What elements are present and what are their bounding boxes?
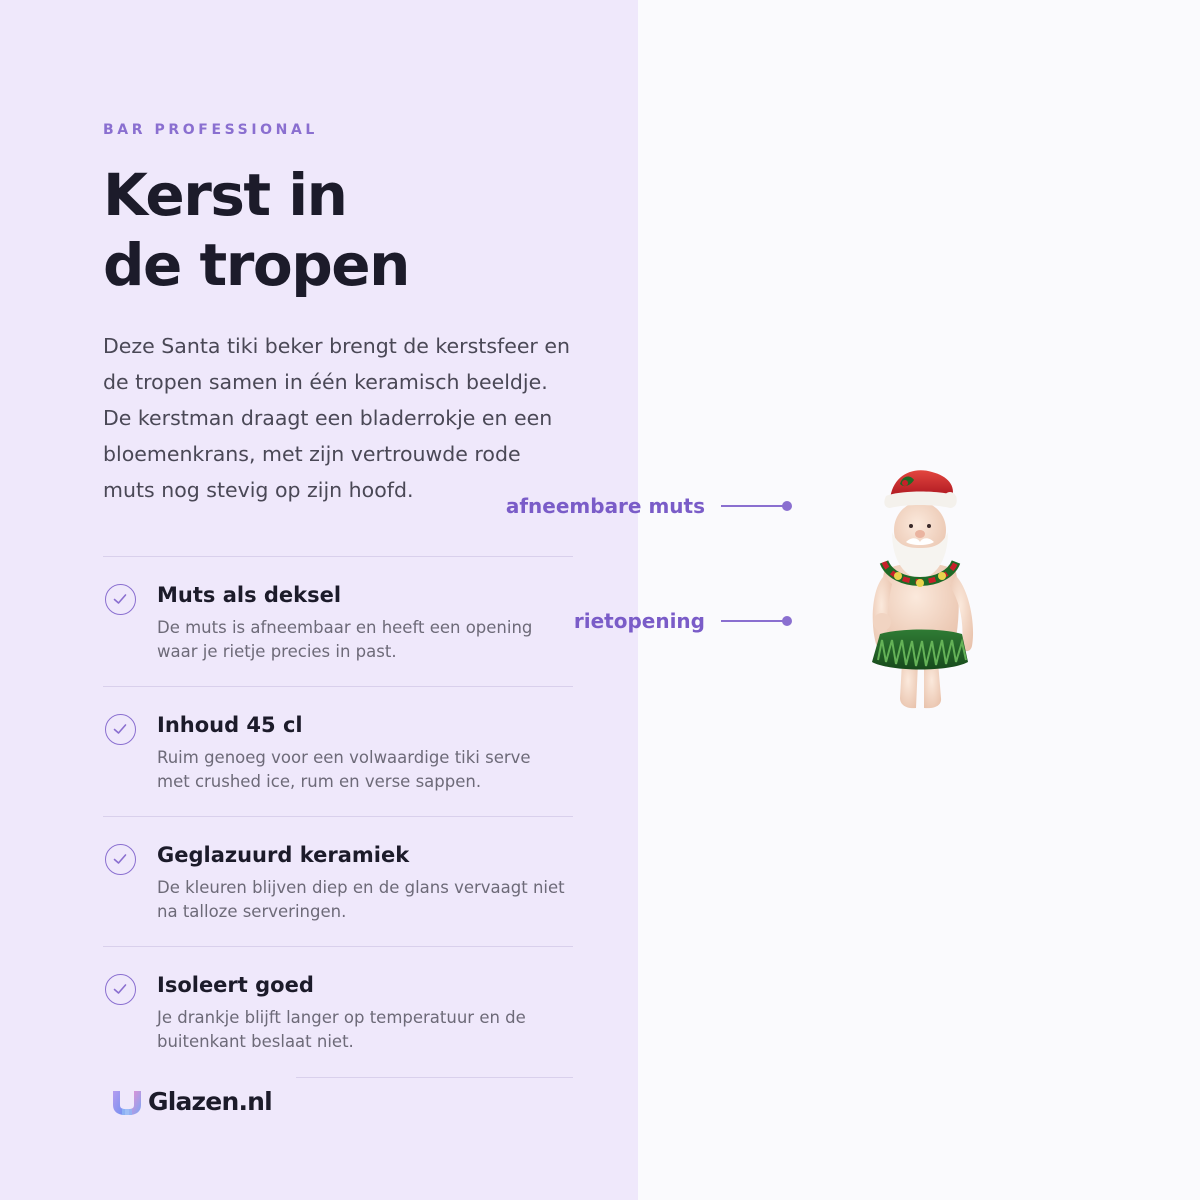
callout-straw-label: rietopening [573,609,705,633]
feature-description: De muts is afneembaar en heeft een opening waar je rietje precies in past. [157,618,533,661]
callout-hat [506,494,792,518]
feature-title: Geglazuurd keramiek [157,843,410,867]
page-title-line-2: de tropen [103,231,409,299]
callout-straw [574,609,792,633]
check-circle-icon [105,714,136,745]
eyebrow-label: BAR PROFESSIONAL [103,122,318,138]
feature-title: Isoleert goed [157,973,314,997]
feature-item [103,946,573,1076]
page-title-line-1: Kerst in [103,161,347,229]
callout-straw-dot [782,616,792,626]
feature-title: Muts als deksel [157,583,342,607]
feature-list [103,556,573,1076]
page-title [103,160,543,300]
check-circle-icon [105,974,136,1005]
callout-straw-line [721,620,783,622]
feature-description: Je drankje blijft langer op temperatuur en de buitenkant beslaat niet. [157,1008,526,1051]
brand-logo[interactable] [111,1087,272,1116]
callout-hat-label: afneembare muts [505,494,705,518]
santa-tiki-mug-image [850,462,990,718]
check-circle-icon [105,584,136,615]
feature-title: Inhoud 45 cl [157,713,303,737]
callout-hat-dot [782,501,792,511]
intro-text: Deze Santa tiki beker brengt de kerstsfeer en de tropen samen in één keramisch beeldje. De kerstman draagt een bladerrokje en een bloemenkrans, met zijn vertrouwde rode muts nog stevig op zijn hoofd. [103,334,570,502]
callout-hat-line [721,505,783,507]
check-circle-icon [105,844,136,875]
feature-description: Ruim genoeg voor een volwaardige tiki serve met crushed ice, rum en verse sappen. [157,748,531,791]
feature-item [103,686,573,816]
brand-name: Glazen.nl [148,1087,272,1116]
footer-divider [296,1077,573,1078]
feature-description: De kleuren blijven diep en de glans vervaagt niet na talloze serveringen. [157,878,565,921]
feature-item [103,816,573,946]
feature-item [103,556,573,686]
glazen-logo-icon [111,1088,143,1116]
